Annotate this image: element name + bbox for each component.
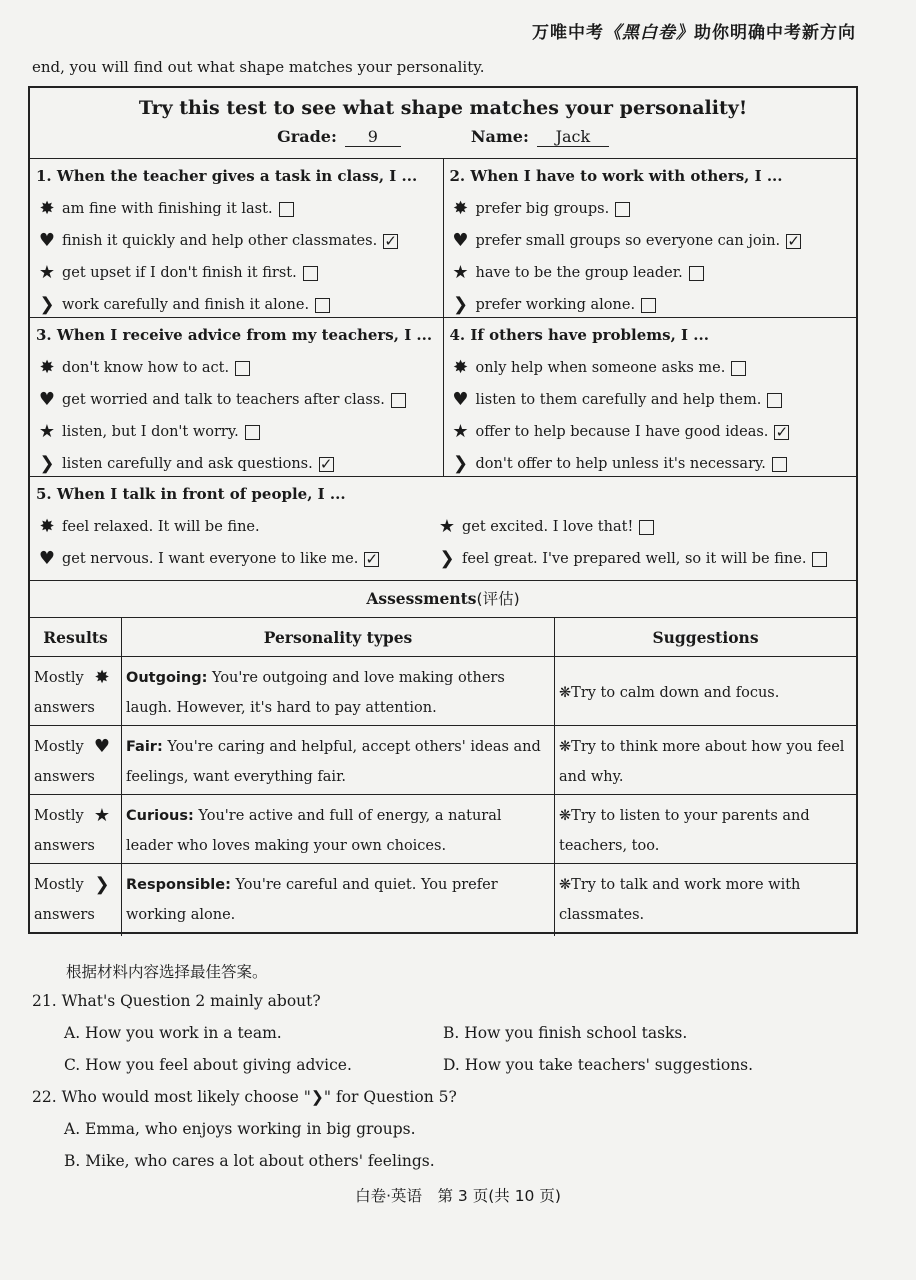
grade-label: Grade:	[277, 127, 337, 146]
option-text: listen carefully and ask questions.	[62, 456, 313, 472]
option	[450, 193, 851, 225]
answers-label: answers	[34, 769, 95, 785]
option	[36, 289, 437, 321]
grade-value: 9	[345, 127, 401, 147]
suggestion-text: ❋Try to calm down and focus.	[559, 685, 780, 701]
header-suggestions: Suggestions	[554, 618, 856, 656]
answers-label: answers	[34, 700, 95, 716]
option-text: feel great. I've prepared well, so it will be fine.	[462, 551, 807, 567]
q22-choice-b[interactable]: B. Mike, who cares a lot about others' feelings.	[64, 1152, 435, 1170]
personality-type-cell	[121, 657, 554, 729]
option-text: don't offer to help unless it's necessary.	[475, 456, 766, 472]
intro-text: end, you will find out what shape matches your personality.	[32, 58, 485, 76]
header-personality-types: Personality types	[121, 618, 554, 656]
moon-icon: ❯	[452, 453, 469, 474]
result-row	[30, 726, 856, 795]
header-prefix: 万唯中考	[532, 23, 604, 43]
option-text: prefer big groups.	[475, 201, 610, 217]
mostly-label: Mostly	[34, 808, 84, 824]
q21-choice-b[interactable]: B. How you finish school tasks.	[443, 1024, 688, 1042]
instruction-text: 根据材料内容选择最佳答案。	[66, 963, 268, 981]
page-footer: 白卷·英语 第 3 页(共 10 页)	[355, 1187, 561, 1205]
question-title: 5. When I talk in front of people, I ...	[36, 485, 346, 503]
suggestion-cell	[554, 795, 856, 867]
type-name: Curious:	[126, 808, 194, 824]
heart-icon: ♥	[38, 548, 56, 569]
type-name: Responsible:	[126, 877, 231, 893]
option	[36, 543, 436, 575]
option-text: have to be the group leader.	[475, 265, 683, 281]
checkbox[interactable]: ✓	[787, 231, 800, 250]
option	[36, 352, 437, 384]
star-icon: ★	[38, 421, 56, 442]
checkbox[interactable]: ✓	[319, 454, 333, 473]
q21-choice-a[interactable]: A. How you work in a team.	[64, 1024, 282, 1042]
answers-label: answers	[34, 838, 95, 854]
sun-icon: ✸	[94, 667, 110, 688]
sun-icon: ✸	[39, 357, 55, 378]
question-title: 3. When I receive advice from my teachers, I ...	[36, 326, 433, 344]
name-label: Name:	[470, 127, 529, 146]
suggestion-text: ❋Try to listen to your parents and teachers, too.	[559, 808, 810, 854]
option-text: only help when someone asks me.	[475, 360, 726, 376]
option-text: get excited. I love that!	[462, 519, 634, 535]
option	[450, 448, 851, 480]
question-3	[30, 318, 443, 476]
type-desc: You're active and full of energy, a natural leader who loves making your own choices.	[126, 808, 502, 854]
q22-choice-a[interactable]: A. Emma, who enjoys working in big groups.	[64, 1120, 416, 1138]
option	[450, 225, 851, 257]
question-row-1-2	[30, 159, 856, 318]
question-5	[30, 477, 856, 581]
option-text: prefer small groups so everyone can join.	[475, 233, 781, 249]
moon-icon: ❯	[39, 453, 55, 474]
option-text: listen to them carefully and help them.	[475, 392, 762, 408]
test-title: Try this test to see what shape matches your personality!	[138, 97, 748, 119]
question-row-3-4	[30, 318, 856, 477]
checkbox[interactable]	[772, 457, 787, 472]
result-cell	[30, 864, 121, 936]
result-cell	[30, 726, 121, 798]
sun-icon: ✸	[452, 198, 469, 219]
checkbox[interactable]	[639, 520, 654, 535]
option	[450, 416, 851, 448]
sun-icon: ✸	[39, 516, 55, 537]
star-icon: ★	[452, 262, 469, 283]
question-5-options	[36, 511, 850, 575]
checkbox[interactable]	[731, 361, 746, 376]
moon-icon: ❯	[439, 548, 455, 569]
option	[436, 543, 856, 575]
result-row	[30, 657, 856, 726]
q21-choice-d[interactable]: D. How you take teachers' suggestions.	[443, 1056, 754, 1074]
suggestion-cell	[554, 726, 856, 798]
type-desc: You're careful and quiet. You prefer working alone.	[126, 877, 498, 923]
header-suffix: 助你明确中考新方向	[694, 23, 856, 43]
option	[450, 352, 851, 384]
personality-type-cell	[121, 864, 554, 936]
q21-choice-c[interactable]: C. How you feel about giving advice.	[64, 1056, 352, 1074]
type-name: Outgoing:	[126, 670, 208, 686]
star-icon: ★	[93, 805, 111, 826]
checkbox[interactable]	[812, 552, 827, 567]
star-icon: ★	[452, 421, 469, 442]
option	[450, 384, 851, 416]
personality-test-table	[28, 86, 858, 934]
option	[436, 511, 856, 543]
suggestion-text: ❋Try to talk and work more with classmates.	[559, 877, 801, 923]
header-results: Results	[43, 627, 108, 647]
personality-type-cell	[121, 795, 554, 867]
assessments-title-cn: (评估)	[476, 590, 520, 608]
mostly-label: Mostly	[34, 739, 84, 755]
option	[36, 448, 437, 480]
heart-icon: ♥	[38, 389, 56, 410]
option-text: work carefully and finish it alone.	[62, 297, 310, 313]
checkbox[interactable]	[245, 425, 260, 440]
result-cell	[30, 657, 121, 729]
question-title: 2. When I have to work with others, I ...	[449, 167, 783, 185]
question-22-stem: 22. Who would most likely choose "❯" for Question 5?	[32, 1088, 457, 1106]
checkbox[interactable]	[767, 393, 782, 408]
option-text: listen, but I don't worry.	[62, 424, 239, 440]
checkbox[interactable]	[641, 298, 656, 313]
heart-icon: ♥	[93, 736, 111, 757]
question-21-stem: 21. What's Question 2 mainly about?	[32, 992, 321, 1010]
checkbox[interactable]	[279, 202, 294, 217]
heart-icon: ♥	[38, 230, 56, 251]
result-row	[30, 795, 856, 864]
option	[36, 193, 437, 225]
test-title-row	[30, 88, 856, 159]
grade-name-line	[30, 127, 856, 147]
header-brand: 《黑白卷》	[604, 23, 694, 43]
mostly-label: Mostly	[34, 877, 84, 893]
type-desc: You're caring and helpful, accept others' ideas and feelings, want everything fair.	[126, 739, 541, 785]
option	[450, 257, 851, 289]
mostly-label: Mostly	[34, 670, 84, 686]
result-cell	[30, 795, 121, 867]
assessments-title-en: Assessments	[366, 589, 477, 608]
option	[36, 511, 436, 543]
star-icon: ★	[438, 516, 456, 537]
checkbox[interactable]: ✓	[775, 422, 789, 441]
option-text: feel relaxed. It will be fine.	[62, 519, 260, 535]
question-1	[30, 159, 443, 317]
moon-icon: ❯	[94, 874, 110, 895]
option-text: finish it quickly and help other classmates.	[62, 233, 378, 249]
option	[36, 225, 437, 257]
option	[450, 289, 851, 321]
moon-icon: ❯	[452, 294, 469, 315]
option-text: offer to help because I have good ideas.	[475, 424, 769, 440]
star-icon: ★	[38, 262, 56, 283]
sun-icon: ✸	[452, 357, 469, 378]
heart-icon: ♥	[452, 389, 469, 410]
assessments-title	[30, 581, 856, 618]
option-text: prefer working alone.	[475, 297, 636, 313]
page-header	[532, 18, 856, 43]
suggestion-cell	[554, 864, 856, 936]
question-2	[443, 159, 857, 317]
checkbox[interactable]	[615, 202, 630, 217]
checkbox[interactable]	[391, 393, 406, 408]
option-text: get upset if I don't finish it first.	[62, 265, 297, 281]
option	[36, 384, 437, 416]
sun-icon: ✸	[39, 198, 55, 219]
question-title: 4. If others have problems, I ...	[449, 326, 709, 344]
question-4	[443, 318, 857, 476]
checkbox[interactable]	[303, 266, 318, 281]
option	[36, 257, 437, 289]
name-value: Jack	[537, 127, 609, 147]
checkbox[interactable]	[689, 266, 704, 281]
checkbox[interactable]: ✓	[365, 549, 379, 568]
checkbox[interactable]: ✓	[384, 231, 397, 250]
option-text: don't know how to act.	[62, 360, 230, 376]
suggestion-cell	[554, 657, 856, 729]
question-title: 1. When the teacher gives a task in class, I ...	[36, 167, 418, 185]
answers-label: answers	[34, 907, 95, 923]
moon-icon: ❯	[39, 294, 55, 315]
checkbox[interactable]	[235, 361, 250, 376]
heart-icon: ♥	[452, 230, 469, 251]
option-text: get worried and talk to teachers after class.	[62, 392, 385, 408]
personality-type-cell	[121, 726, 554, 798]
option-text: am fine with finishing it last.	[62, 201, 273, 217]
type-desc: You're outgoing and love making others laugh. However, it's hard to pay attention.	[126, 670, 505, 716]
result-row	[30, 864, 856, 932]
suggestion-text: ❋Try to think more about how you feel and why.	[559, 739, 845, 785]
checkbox[interactable]	[315, 298, 330, 313]
results-header	[30, 618, 856, 657]
type-name: Fair:	[126, 739, 163, 755]
option	[36, 416, 437, 448]
option-text: get nervous. I want everyone to like me.	[62, 551, 359, 567]
